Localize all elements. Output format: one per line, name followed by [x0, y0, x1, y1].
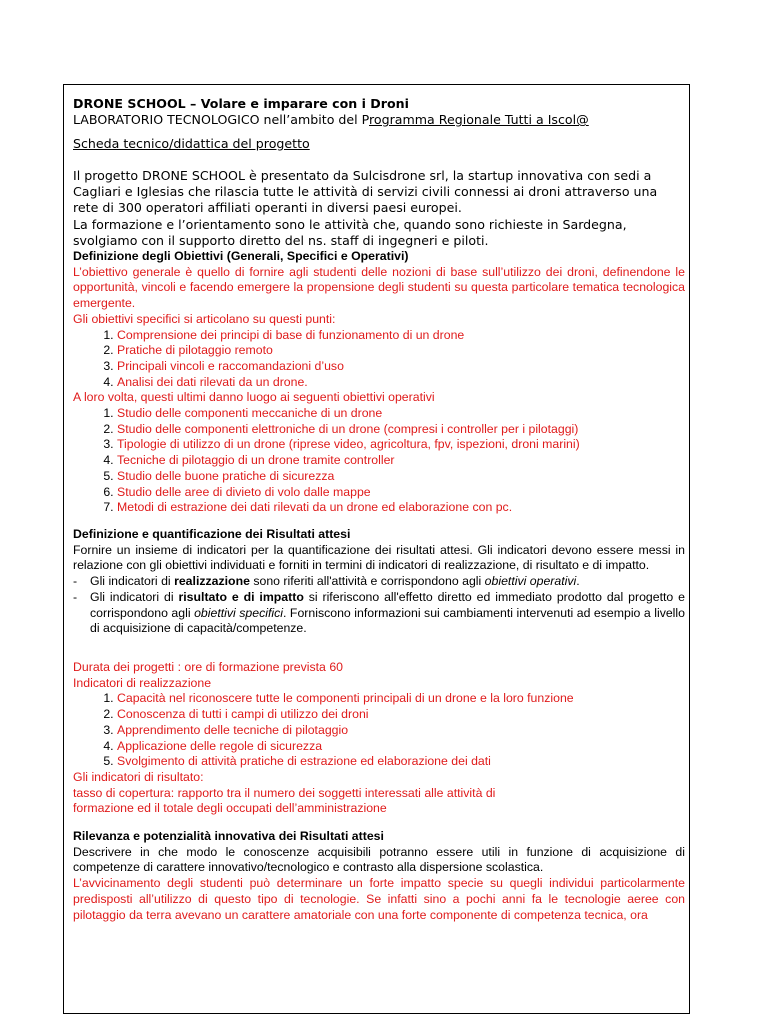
results-heading: Definizione e quantificazione dei Risultati attesi — [73, 527, 351, 541]
list-item: 5. Svolgimento di attività pratiche di estrazione ed elaborazione dei dati — [117, 754, 685, 770]
relevance-intro: Descrivere in che modo le conoscenze acquisibili potranno essere utili in funzione di acquisizione di competenze di carattere innovativo/tecnologico e contrasto alla dispersione scolastica. — [73, 844, 685, 875]
subtitle-prefix: LABORATORIO TECNOLOGICO nell’ambito del P — [73, 112, 370, 128]
bullet-text: Gli indicatori di — [90, 574, 175, 589]
list-item: 2. Studio delle componenti elettroniche di un drone (compresi i controller per i pilotaggi) — [117, 422, 685, 438]
list-item: 4. Tecniche di pilotaggio di un drone tramite controller — [117, 453, 685, 469]
list-item: 4. Applicazione delle regole di sicurezza — [117, 739, 685, 755]
document-title: DRONE SCHOOL – Volare e imparare con i Droni — [73, 96, 409, 111]
scheda-block — [73, 136, 685, 152]
relevance-heading: Rilevanza e potenzialità innovativa dei Risultati attesi — [73, 829, 384, 843]
list-item: 3. Principali vincoli e raccomandazioni d’uso — [117, 359, 685, 375]
durata-line: Durata dei progetti : ore di formazione prevista 60 — [73, 660, 343, 674]
objectives-general: L’obiettivo generale è quello di fornire agli studenti delle nozioni di base sull’utilizzo dei droni, definendone le opportunità, vincoli e facendo emergere la propensione degli studenti su questa particolare tematica tecnologica emergente. — [73, 264, 685, 311]
realizzazione-list — [73, 691, 685, 770]
bullet-text: Gli indicatori di — [90, 589, 179, 604]
list-item: 1. Comprensione dei principi di base di funzionamento di un drone — [117, 328, 685, 344]
objectives-section — [73, 249, 685, 516]
list-item: 4. Analisi dei dati rilevati da un drone. — [117, 375, 685, 391]
objectives-specific-intro: Gli obiettivi specifici si articolano su questi punti: — [73, 311, 336, 326]
list-item: 6. Studio delle aree di divieto di volo dalle mappe — [117, 485, 685, 501]
list-item: 2. Conoscenza di tutti i campi di utilizzo dei droni — [117, 707, 685, 723]
bullet-text: . — [576, 574, 580, 589]
list-item — [73, 590, 685, 637]
intro-block — [73, 168, 685, 249]
objectives-heading: Definizione degli Obiettivi (Generali, Specifici e Operativi) — [73, 249, 409, 263]
list-item — [73, 574, 685, 590]
risultato-label: Gli indicatori di risultato: — [73, 769, 204, 784]
list-item: 1. Capacità nel riconoscere tutte le componenti principali di un drone e la loro funzione — [117, 691, 685, 707]
relevance-section — [73, 829, 685, 923]
intro-paragraph-1: Il progetto DRONE SCHOOL è presentato da Sulcisdrone srl, la startup innovativa con sedi a Cagliari e Iglesias che rilascia tutte le attività di servizi civili connessi ai droni attraverso una rete di 300 operatori affiliati operanti in diversi paesi europei. — [73, 168, 658, 216]
realizzazione-label: Indicatori di realizzazione — [73, 675, 212, 690]
results-section — [73, 527, 685, 637]
document-subtitle — [73, 112, 685, 128]
bullet-bold: risultato e di impatto — [178, 589, 304, 604]
list-item: 1. Studio delle componenti meccaniche di un drone — [117, 406, 685, 422]
programma-link: rogramma Regionale Tutti a Iscol@ — [369, 112, 589, 128]
list-item: 3. Tipologie di utilizzo di un drone (riprese video, agricoltura, fpv, ispezioni, droni marini) — [117, 437, 685, 453]
list-item: 7. Metodi di estrazione dei dati rilevati da un drone ed elaborazione con pc. — [117, 500, 685, 516]
specific-objectives-list — [73, 328, 685, 391]
bullet-text: si riferiscono all'effetto diretto ed immediato prodotto dal progetto e corrispondono agli — [90, 589, 685, 620]
objectives-operative-intro: A loro volta, questi ultimi danno luogo ai seguenti obiettivi operativi — [73, 390, 435, 405]
list-item: 3. Apprendimento delle tecniche di pilotaggio — [117, 723, 685, 739]
bullet-text: . Forniscono informazioni sui cambiamenti intervenuti ad esempio a livello di acquisizione di capacità/competenze. — [90, 605, 685, 636]
bullet-bold: realizzazione — [174, 574, 250, 589]
relevance-body: L’avvicinamento degli studenti può determinare un forte impatto specie su quegli individui particolarmente predisposti all’utilizzo di questo tipo di tecnologie. Se infatti sino a pochi anni fa le tecnologie aeree con pilotaggio da terra avevano un carattere amatoriale con una forte componente di competenza tecnica, ora — [73, 876, 685, 922]
results-intro: Fornire un insieme di indicatori per la quantificazione dei risultati attesi. Gli indicatori devono essere messi in relazione con gli obiettivi individuati e forniti in termini di indicatori di realizzazione, di risultato e di impatto. — [73, 542, 685, 573]
bullet-italic: obiettivi specifici — [194, 605, 284, 620]
bullet-italic: obiettivi operativi — [484, 574, 577, 589]
copertura-line-2: formazione ed il totale degli occupati dell’amministrazione — [73, 801, 387, 816]
copertura-line-1: tasso di copertura: rapporto tra il numero dei soggetti interessati alle attività di — [73, 785, 496, 800]
list-item: 2. Pratiche di pilotaggio remoto — [117, 343, 685, 359]
list-item: 5. Studio delle buone pratiche di sicurezza — [117, 469, 685, 485]
document-header — [73, 96, 685, 128]
operative-objectives-list — [73, 406, 685, 516]
intro-paragraph-2: La formazione e l’orientamento sono le attività che, quando sono richieste in Sardegna, svolgiamo con il supporto diretto del ns. staff di ingegneri e piloti. — [73, 216, 627, 248]
scheda-title: Scheda tecnico/didattica del progetto — [73, 136, 310, 151]
bullet-text: sono riferiti all'attività e corrispondono agli — [249, 574, 485, 589]
indicators-section — [73, 660, 685, 817]
results-bullets — [73, 574, 685, 637]
